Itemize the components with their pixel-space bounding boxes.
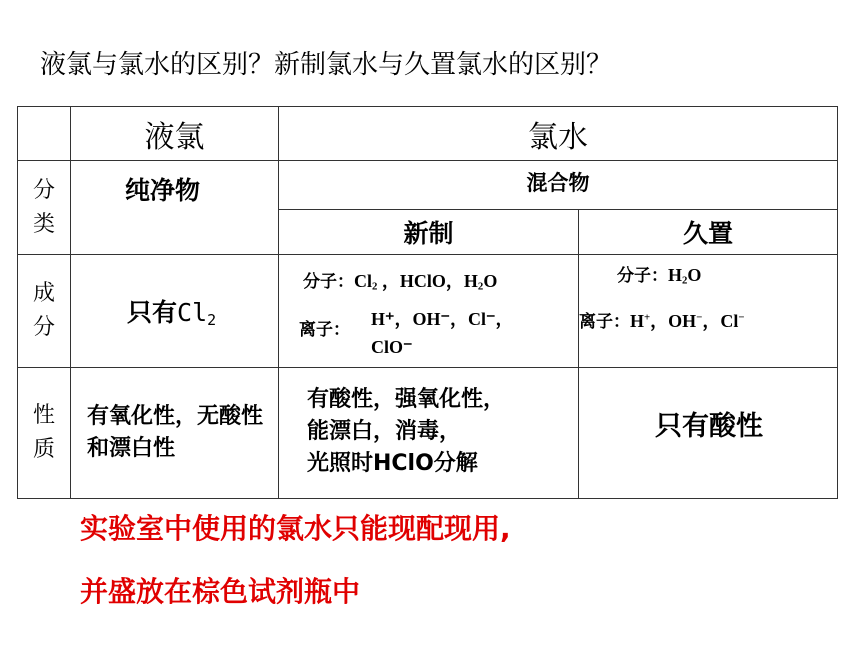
header-row	[18, 107, 838, 161]
aged-ions: 离子：H+，OH−，Cl−	[579, 311, 745, 332]
aged-molecules: 分子：$H_2O$	[617, 265, 702, 287]
components-liquid: 只有$Cl_2$	[71, 255, 279, 368]
category-row	[18, 161, 838, 210]
fresh-ions: H⁺，OH⁻，Cl⁻， ClO⁻	[371, 309, 514, 357]
components-row	[18, 255, 838, 368]
fresh-ion-label: 离子：	[299, 320, 350, 340]
row-label-category: 分类	[18, 161, 71, 255]
question-title: 液氯与氯水的区别？新制氯水与久置氯水的区别？	[40, 50, 613, 80]
row-label-properties: 性质	[18, 368, 71, 499]
header-chlorine-water: 氯水	[279, 107, 838, 161]
comparison-table	[17, 106, 838, 499]
properties-liquid: 有氧化性，无酸性和漂白性	[71, 368, 279, 499]
properties-row	[18, 368, 838, 499]
row-label-components: 成分	[18, 255, 71, 368]
components-fresh	[279, 255, 579, 368]
header-fresh: 新制	[279, 210, 579, 255]
category-water: 混合物	[279, 161, 838, 210]
corner-cell	[18, 107, 71, 161]
note-line-1: 实验室中使用的氯水只能现配现用,	[80, 512, 511, 545]
note-line-2: 并盛放在棕色试剂瓶中	[80, 575, 361, 608]
properties-aged: 只有酸性	[579, 368, 838, 499]
properties-fresh: 有酸性，强氧化性， 能漂白，消毒， 光照时HClO分解	[279, 368, 579, 499]
components-aged	[579, 255, 838, 368]
header-liquid-chlorine: 液氯	[71, 107, 279, 161]
header-aged: 久置	[579, 210, 838, 255]
fresh-molecules: 分子：$Cl_2$ ，HClO，$H_2O$	[303, 271, 498, 293]
category-liquid: 纯净物	[71, 161, 279, 255]
